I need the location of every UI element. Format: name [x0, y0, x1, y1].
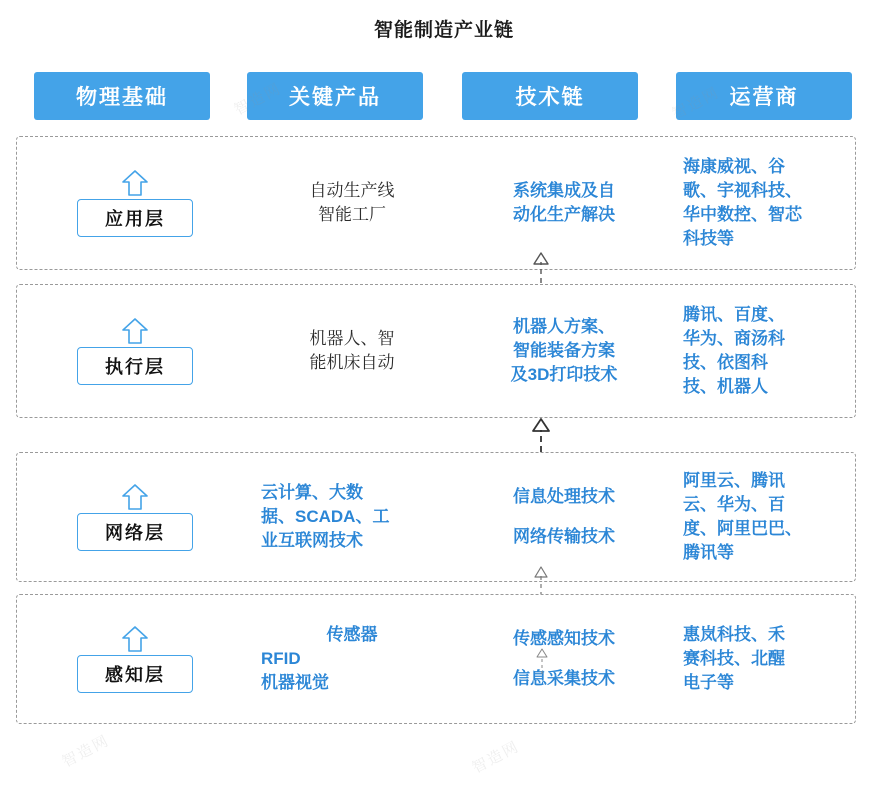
layer-label-network: 网络层 — [77, 513, 193, 551]
product-line: RFID — [261, 648, 301, 668]
operator-line: 云、华为、百 — [683, 494, 785, 514]
operator-line: 华为、商汤科 — [683, 328, 785, 348]
operators-cell-perception — [677, 595, 873, 723]
column-header-row — [0, 72, 888, 120]
up-arrow-icon — [118, 483, 152, 511]
product-line: 机器人、智 — [309, 328, 395, 348]
operator-line: 惠岚科技、禾 — [683, 624, 785, 644]
tech-line: 信息采集技术 — [513, 669, 615, 688]
layer-cell-application — [37, 137, 233, 269]
operator-line: 海康威视、谷 — [683, 156, 785, 176]
operator-line: 度、阿里巴巴、 — [683, 519, 802, 538]
operator-line: 电子等 — [683, 673, 734, 693]
layer-label-perception: 感知层 — [77, 655, 193, 693]
operator-line: 技、依图科 — [683, 353, 768, 372]
product-line: 机器视觉 — [261, 673, 329, 693]
tech-cell-network — [464, 453, 664, 581]
product-line: 据、SCADA、工 — [261, 506, 390, 526]
watermark: 智造网 — [469, 737, 523, 777]
tech-line: 信息处理技术 — [513, 486, 615, 506]
tech-line: 及3D打印技术 — [510, 365, 618, 385]
layer-cell-perception — [37, 595, 233, 723]
up-arrow-icon — [118, 317, 152, 345]
operators-cell-network — [677, 453, 873, 581]
tech-line: 网络传输技术 — [513, 527, 615, 546]
tech-line: 系统集成及自 — [513, 180, 615, 200]
column-header-physical-base: 物理基础 — [34, 72, 210, 120]
up-arrow-icon — [118, 625, 152, 653]
page-title: 智能制造产业链 — [373, 20, 514, 41]
tech-cell-application — [464, 137, 664, 269]
operators-cell-application — [677, 137, 873, 269]
operator-line: 歌、宇视科技、 — [683, 180, 802, 200]
tech-line: 动化生产解决 — [513, 205, 615, 224]
operator-line: 科技等 — [683, 229, 734, 249]
dashed-up-arrow-icon — [533, 648, 551, 674]
product-line: 云计算、大数 — [261, 482, 363, 502]
column-header-key-products: 关键产品 — [247, 72, 423, 120]
up-arrow-icon — [118, 169, 152, 197]
tech-line: 智能装备方案 — [513, 340, 615, 360]
operator-line: 腾讯、百度、 — [683, 304, 785, 324]
operator-line: 技、机器人 — [683, 377, 768, 397]
product-line: 智能工厂 — [318, 205, 386, 224]
operators-cell-execution — [677, 285, 873, 417]
products-cell-perception — [249, 595, 455, 723]
layer-band-perception — [16, 594, 856, 724]
column-header-operators: 运营商 — [676, 72, 852, 120]
operator-line: 腾讯等 — [683, 543, 734, 563]
operator-line: 华中数控、智芯 — [683, 205, 802, 224]
tech-cell-perception — [464, 595, 664, 723]
watermark: 智造网 — [59, 731, 113, 771]
product-line: 业互联网技术 — [261, 531, 363, 551]
tech-line: 传感感知技术 — [513, 628, 615, 648]
product-line: 能机床自动 — [309, 353, 395, 372]
column-header-tech-chain: 技术链 — [462, 72, 638, 120]
layer-band-network — [16, 452, 856, 582]
layer-cell-execution — [37, 285, 233, 417]
products-cell-application — [249, 137, 455, 269]
layer-band-execution — [16, 284, 856, 418]
tech-cell-execution — [464, 285, 664, 417]
layer-band-application — [16, 136, 856, 270]
product-line: 自动生产线 — [309, 180, 395, 200]
product-line: 传感器 — [326, 624, 378, 644]
tech-line: 机器人方案、 — [513, 316, 615, 336]
operator-line: 赛科技、北醒 — [683, 648, 785, 668]
layer-label-application: 应用层 — [77, 199, 193, 237]
layer-cell-network — [37, 453, 233, 581]
layer-label-execution: 执行层 — [77, 347, 193, 385]
products-cell-execution — [249, 285, 455, 417]
products-cell-network — [249, 453, 455, 581]
operator-line: 阿里云、腾讯 — [683, 470, 785, 490]
